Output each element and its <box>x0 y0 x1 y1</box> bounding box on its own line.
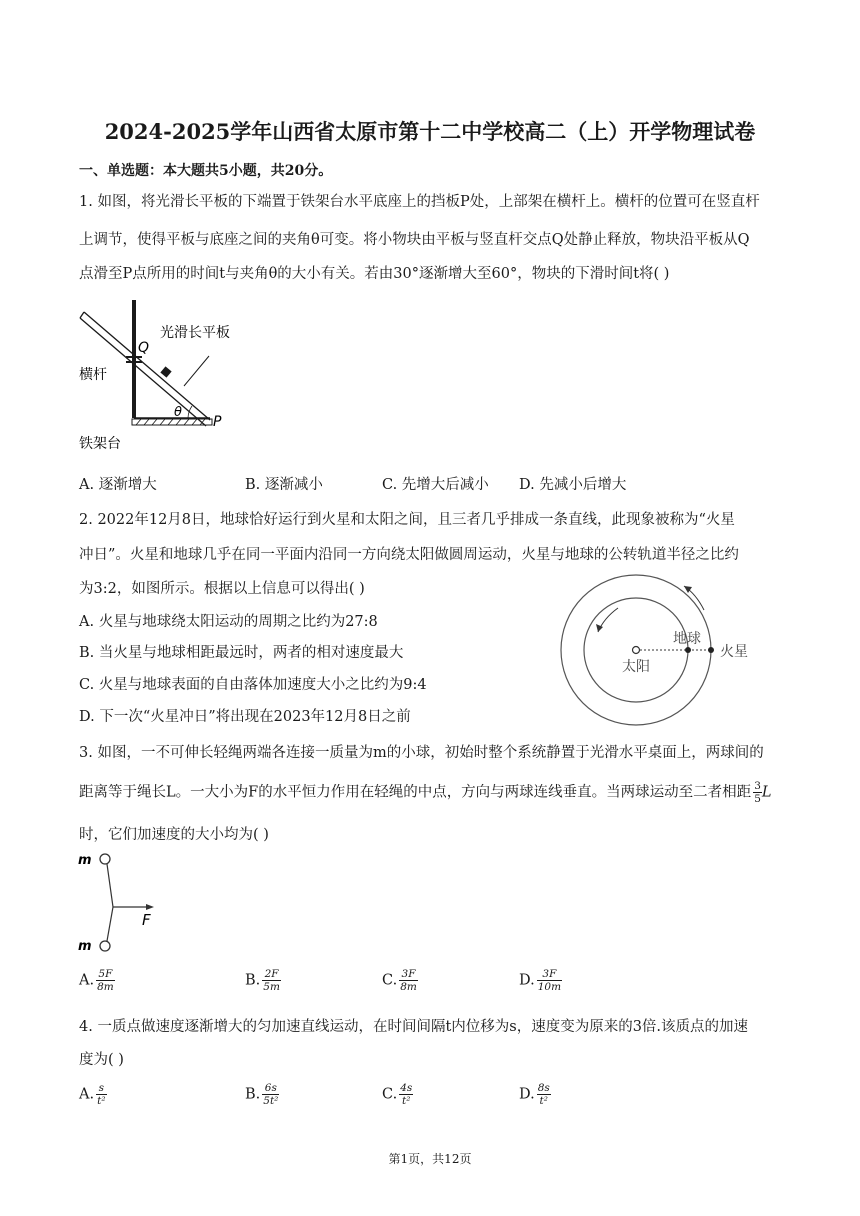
q3-line-1: 3. 如图，一不可伸长轻绳两端各连接一质量为m的小球，初始时整个系统静置于光滑水平桌面上，两球间的 <box>79 745 764 761</box>
q2-line-1: 2. 2022年12月8日，地球恰好运行到火星和太阳之间，且三者几乎排成一条直线，此现象被称为“火星 <box>79 512 735 528</box>
q3-option-d: D. $\frac{3F}{10m}$ <box>519 968 562 993</box>
page-title: 2024-2025学年山西省太原市第十二中学校高二（上）开学物理试卷 <box>104 119 756 144</box>
q2-figure <box>556 574 766 734</box>
label-q: Q <box>138 340 150 356</box>
label-board: 光滑长平板 <box>160 325 230 341</box>
q4-option-d: D. $\frac{8s}{\text{t²}}$ <box>519 1082 550 1107</box>
q3-option-a: A. $\frac{5F}{8m}$ <box>79 968 114 993</box>
page-footer: 第1页，共12页 <box>388 1152 472 1166</box>
ball-bottom <box>100 941 110 951</box>
q3-option-c: C. $\frac{3F}{8m}$ <box>382 968 417 993</box>
label-m-bottom: m <box>78 939 92 953</box>
q1-option-a: A. 逐渐增大 <box>79 477 157 493</box>
q2-line-3: 为3:2，如图所示。根据以上信息可以得出( ) <box>79 581 365 597</box>
q2-option-c: C. 火星与地球表面的自由落体加速度大小之比约为9:4 <box>79 677 427 693</box>
label-f: F <box>142 911 151 929</box>
q1-line-2: 上调节，使得平板与底座之间的夹角θ可变。将小物块由平板与竖直杆交点Q处静止释放，物块沿平板从Q <box>79 232 750 248</box>
label-mars: 火星 <box>720 644 748 660</box>
q4-option-b: B. $\frac{6s}{\text{5t²}}$ <box>245 1082 279 1107</box>
q4-line-2: 度为( ) <box>79 1052 124 1068</box>
mars-dot <box>708 647 714 653</box>
q2-option-d: D. 下一次“火星冲日”将出现在2023年12月8日之前 <box>79 709 411 725</box>
q2-line-2: 冲日”。火星和地球几乎在同一平面内沿同一方向绕太阳做圆周运动，火星与地球的公转轨道半径之比约 <box>79 547 739 563</box>
q1-line-1: 1. 如图，将光滑长平板的下端置于铁架台水平底座上的挡板P处，上部架在横杆上。横杆的位置可在竖直杆 <box>79 194 760 210</box>
label-bar: 横杆 <box>79 367 107 383</box>
q2-option-b: B. 当火星与地球相距最远时，两者的相对速度最大 <box>79 645 404 661</box>
q3-fraction: $\frac{3}{5}$ <box>754 780 761 805</box>
q1-line-3: 点滑至P点所用的时间t与夹角θ的大小有关。若由30°逐渐增大至60°，物块的下滑时间t将( ) <box>79 266 670 282</box>
ball-top <box>100 854 110 864</box>
q3-line-3: 时，它们加速度的大小均为( ) <box>79 827 269 843</box>
sun-dot <box>633 647 640 654</box>
label-sun: 太阳 <box>622 659 650 675</box>
section-heading: 一、单选题：本大题共5小题，共20分。 <box>79 163 333 179</box>
earth-dot <box>685 647 691 653</box>
q1-option-c: C. 先增大后减小 <box>382 477 489 493</box>
q1-option-b: B. 逐渐减小 <box>245 477 323 493</box>
label-theta: θ <box>174 405 182 420</box>
q3-line-2: 距离等于绳长L。一大小为F的水平恒力作用在轻绳的中点，方向与两球连线垂直。当两球运动至二者相距 $\frac{3}{5}$ L <box>79 780 772 805</box>
q4-line-1: 4. 一质点做速度逐渐增大的匀加速直线运动，在时间间隔t内位移为s，速度变为原来的3倍.该质点的加速 <box>79 1019 749 1035</box>
q4-option-c: C. $\frac{4s}{\text{t²}}$ <box>382 1082 413 1107</box>
label-earth: 地球 <box>673 631 701 647</box>
q2-option-a: A. 火星与地球绕太阳运动的周期之比约为27:8 <box>79 614 378 630</box>
label-p: P <box>213 414 222 430</box>
q1-option-d: D. 先减小后增大 <box>519 477 627 493</box>
q3-line-2-text: 距离等于绳长L。一大小为F的水平恒力作用在轻绳的中点，方向与两球连线垂直。当两球运动至二者相距 <box>79 784 752 801</box>
q3-option-b: B. $\frac{2F}{5m}$ <box>245 968 280 993</box>
block <box>160 366 171 377</box>
q4-option-a: A. $\frac{s}{\text{t²}}$ <box>79 1082 106 1107</box>
q1-figure <box>76 300 256 460</box>
label-m-top: m <box>78 853 92 868</box>
label-stand: 铁架台 <box>79 436 121 452</box>
q3-figure <box>76 848 176 953</box>
